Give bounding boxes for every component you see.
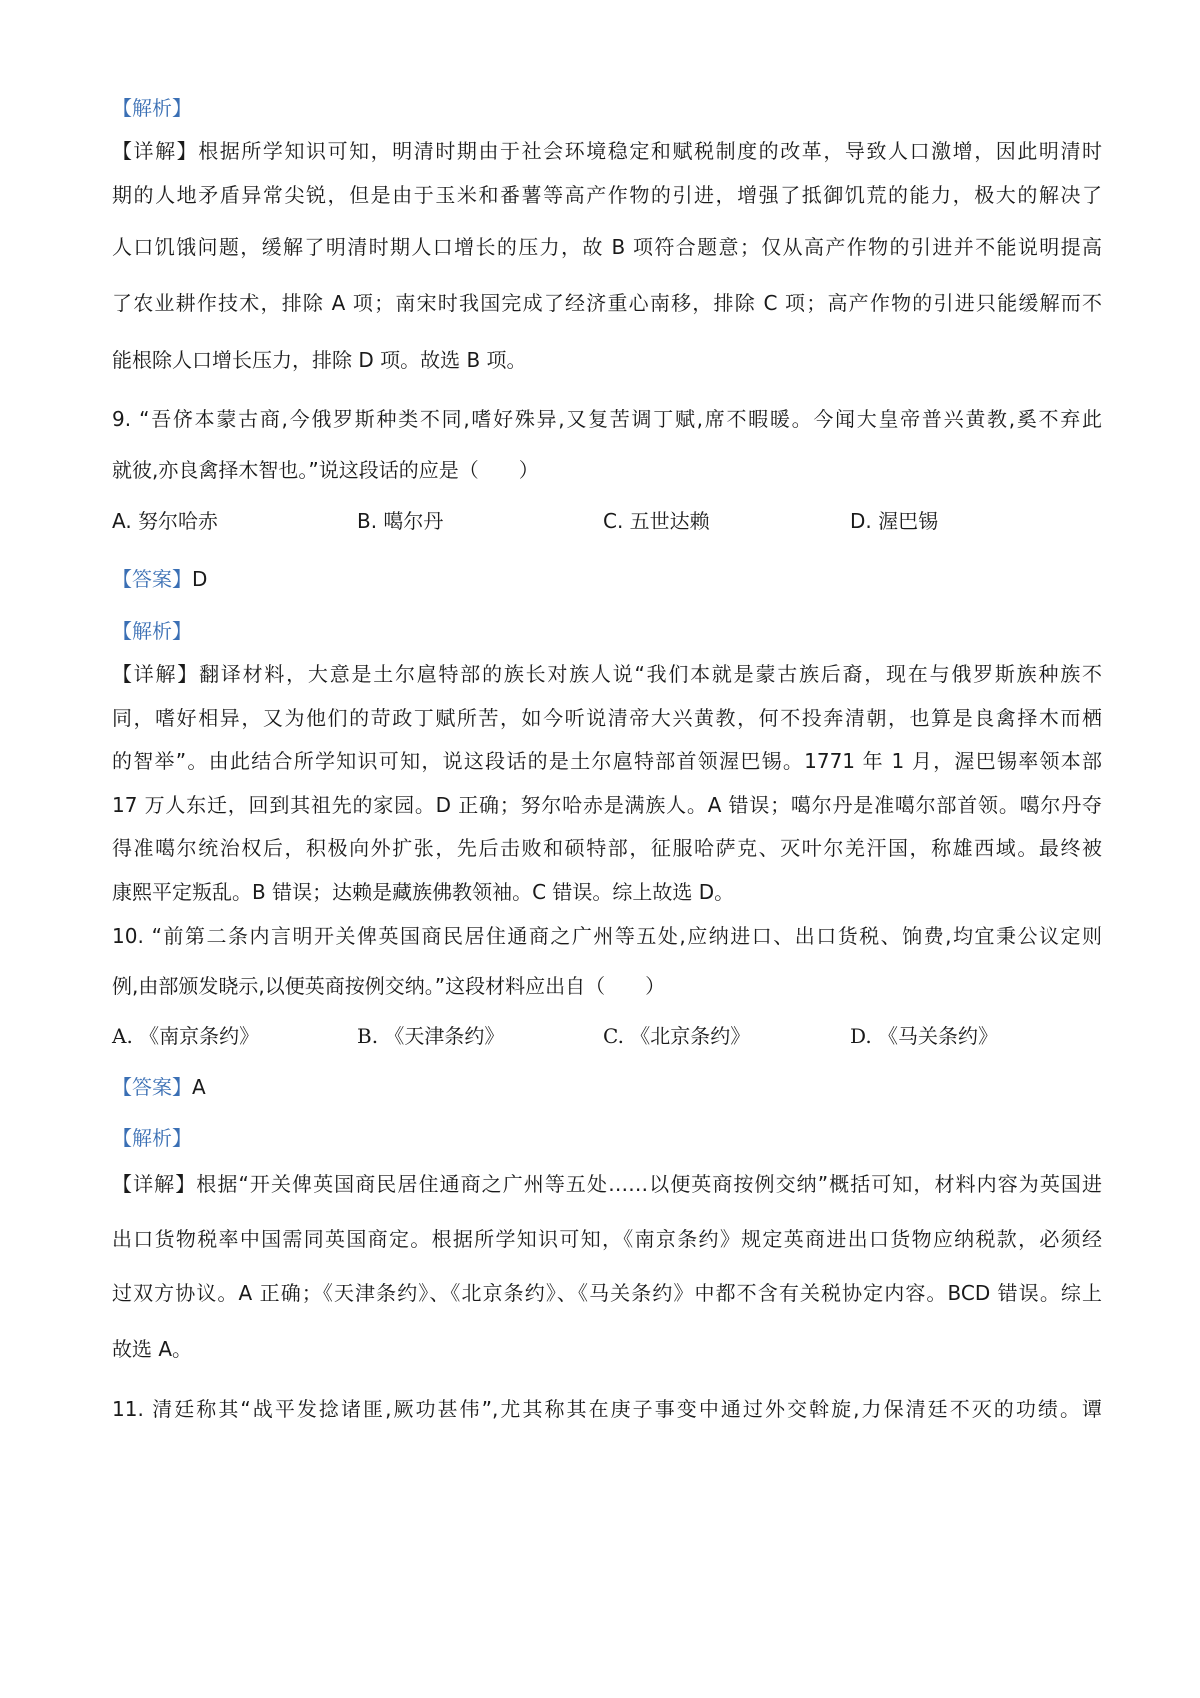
- detail-line-q8-5: 能根除人口增长压力，排除 D 项。故选 B 项。: [112, 348, 527, 372]
- detail-line-q9-2: 同，嗜好相异，又为他们的苛政丁赋所苦，如今听说清帝大兴黄教，何不投奔清朝，也算是良禽择木而栖: [112, 706, 1102, 730]
- detail-line-q8-4: 了农业耕作技术，排除 A 项；南宋时我国完成了经济重心南移，排除 C 项；高产作物的引进只能缓解而不: [112, 291, 1102, 315]
- detail-line-q9-6: 康熙平定叛乱。B 错误；达赖是藏族佛教领袖。C 错误。综上故选 D。: [112, 880, 735, 904]
- detail-line-q10-4: 故选 A。: [112, 1337, 193, 1361]
- analysis-label-q10: 【解析】: [112, 1126, 192, 1150]
- detail-label-q8: 【详解】: [112, 139, 199, 163]
- detail-text: 根据所学知识可知，明清时期由于社会环境稳定和赋税制度的改革，导致人口激增，因此明清时: [198, 139, 1103, 163]
- answer-label-q10: 【答案】: [112, 1075, 192, 1099]
- detail-line-q9-3: 的智举”。由此结合所学知识可知，说这段话的是土尔扈特部首领渥巴锡。1771 年 1 月，渥巴锡率领本部: [112, 749, 1102, 773]
- question-9-stem-line-1: 9. “吾侪本蒙古商,今俄罗斯种类不同,嗜好殊异,又复苦调丁赋,席不暇暖。今闻大皇帝普兴黄教,奚不弃此: [112, 407, 1102, 431]
- q10-option-c[interactable]: C. 《北京条约》: [603, 1024, 751, 1048]
- detail-line-q10-1: [112, 1170, 1102, 1198]
- detail-label-q10: 【详解】: [112, 1172, 197, 1196]
- q9-option-d[interactable]: D. 渥巴锡: [850, 509, 939, 533]
- q9-answer-value: D: [192, 567, 208, 591]
- q10-option-a[interactable]: A. 《南京条约》: [112, 1024, 260, 1048]
- q9-option-a[interactable]: A. 努尔哈赤: [112, 509, 219, 533]
- question-10-stem-line-2: 例,由部颁发晓示,以便英商按例交纳。”这段材料应出自（ ）: [112, 974, 666, 998]
- q10-answer-value: A: [192, 1075, 206, 1099]
- q10-answer-line: [112, 1073, 1102, 1101]
- question-11-stem-line-1: 11. 清廷称其“战平发捻诸匪,厥功甚伟”,尤其称其在庚子事变中通过外交斡旋,力保清廷不灭的功绩。谭: [112, 1397, 1102, 1421]
- detail-line-q9-4: 17 万人东迁，回到其祖先的家园。D 正确；努尔哈赤是满族人。A 错误；噶尔丹是准噶尔部首领。噶尔丹夺: [112, 793, 1102, 817]
- q9-answer-line: [112, 565, 1102, 593]
- detail-line-q8-2: 期的人地矛盾异常尖锐，但是由于玉米和番薯等高产作物的引进，增强了抵御饥荒的能力，极大的解决了: [112, 183, 1102, 207]
- detail-text: 根据“开关俾英国商民居住通商之广州等五处……以便英商按例交纳”概括可知，材料内容为英国进: [196, 1172, 1103, 1196]
- detail-line-q9-1: [112, 660, 1102, 688]
- analysis-label-q9: 【解析】: [112, 619, 192, 643]
- detail-text: 翻译材料，大意是土尔扈特部的族长对族人说“我们本就是蒙古族后裔，现在与俄罗斯族种族不: [199, 662, 1102, 686]
- question-9-stem-line-2: 就彼,亦良禽择木智也。”说这段话的应是（ ）: [112, 458, 539, 482]
- detail-line-q10-2: 出口货物税率中国需同英国商定。根据所学知识可知，《南京条约》规定英商进出口货物应纳税款，必须经: [112, 1227, 1102, 1251]
- detail-line-q10-3: 过双方协议。A 正确；《天津条约》、《北京条约》、《马关条约》中都不含有关税协定内容。BCD 错误。综上: [112, 1281, 1102, 1305]
- answer-label-q9: 【答案】: [112, 567, 192, 591]
- detail-line-q8-1: [112, 137, 1102, 165]
- q10-option-b[interactable]: B. 《天津条约》: [357, 1024, 505, 1048]
- q10-option-d[interactable]: D. 《马关条约》: [850, 1024, 999, 1048]
- detail-line-q8-3: 人口饥饿问题，缓解了明清时期人口增长的压力，故 B 项符合题意；仅从高产作物的引进并不能说明提高: [112, 235, 1102, 259]
- q9-option-b[interactable]: B. 噶尔丹: [357, 509, 444, 533]
- question-10-stem-line-1: 10. “前第二条内言明开关俾英国商民居住通商之广州等五处,应纳进口、出口货税、饷费,均宜秉公议定则: [112, 924, 1102, 948]
- analysis-label-q8: 【解析】: [112, 96, 192, 120]
- q9-option-c[interactable]: C. 五世达赖: [603, 509, 710, 533]
- detail-label-q9: 【详解】: [112, 662, 200, 686]
- detail-line-q9-5: 得准噶尔统治权后，积极向外扩张，先后击败和硕特部，征服哈萨克、灭叶尔羌汗国，称雄西域。最终被: [112, 836, 1102, 860]
